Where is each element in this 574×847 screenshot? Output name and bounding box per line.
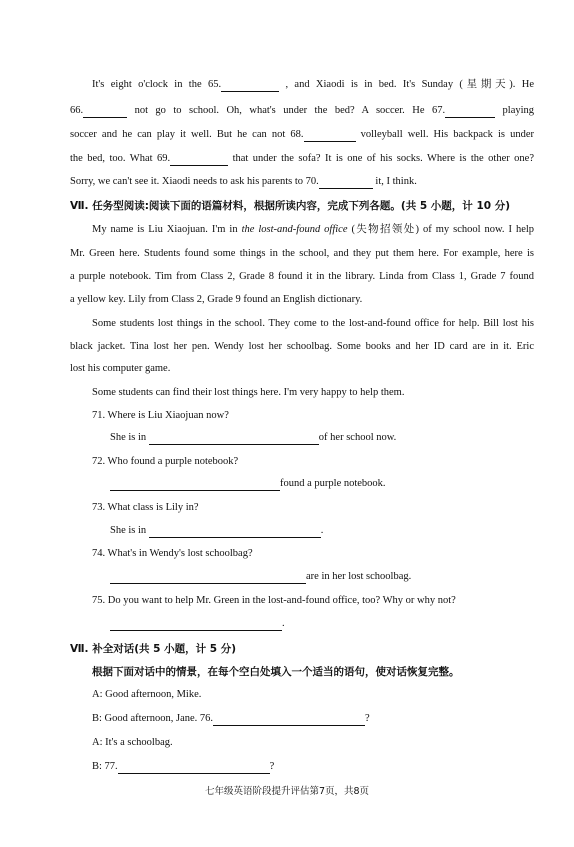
passage-p1-line-3: a purple notebook. Tim from Class 2, Grade 8 found it in the library. Linda from Class 1, Grade 7 found [70,271,534,282]
answer-73: She is in . [110,525,324,536]
blank-76[interactable]: 76. [200,713,365,724]
question-71: 71. Where is Liu Xiaojuan now? [92,410,229,421]
passage-p2-line-3: lost his computer game. [70,363,171,374]
blank-70[interactable]: 70. [306,176,373,187]
answer-72: found a purple notebook. [110,477,534,491]
answer-71-blank[interactable] [149,432,319,445]
cloze-line-3: soccer and he can play it well. But he can not 68. volleyball well. His backpack is under [70,129,535,140]
answer-71: She is in of her school now. [110,432,397,443]
question-73: 73. What class is Lily in? [92,502,199,513]
blank-77[interactable]: 77. [105,761,270,772]
passage-p1-line-1: My name is Liu Xiaojuan. I'm in the lost-and-found office (失物招领处) of my school now. I help [92,224,535,235]
answer-72-blank[interactable] [110,478,280,491]
answer-74: are in her lost schoolbag. [110,570,534,584]
passage-p3-line-1: Some students can find their lost things here. I'm very happy to help them. [92,387,405,398]
question-74: 74. What's in Wendy's lost schoolbag? [92,548,253,559]
section-6-title: Ⅶ. 任务型阅读:阅读下面的语篇材料，根据所读内容，完成下列各题。(共 5 小题，计 10 分) [70,200,511,212]
cloze-line-1: It's eight o'clock in the 65. , and Xiaodi is in bed. It's Sunday (星期天). He [92,79,534,90]
blank-69[interactable]: 69. [157,153,228,164]
passage-p2-line-2: black jacket. Tina lost her pen. Wendy lost her schoolbag. Some books and her ID card are in it. Eric [70,341,534,352]
passage-p1-line-4: a yellow key. Lily from Class 2, Grade 9 found an English dictionary. [70,294,363,305]
question-75: 75. Do you want to help Mr. Green in the lost-and-found office, too? Why or why not? [92,595,456,606]
cloze-line-4: the bed, too. What 69. that under the sofa? It is one of his socks. Where is the other one? [70,153,535,164]
section-7-instructions: 根据下面对话中的情景，在每个空白处填入一个适当的语句，使对话恢复完整。 [92,666,460,678]
question-72: 72. Who found a purple notebook? [92,456,239,467]
answer-73-blank[interactable] [149,525,321,538]
dialog-line-1: A: Good afternoon, Mike. [92,689,202,700]
answer-75: . [110,617,534,631]
passage-p2-line-1: Some students lost things in the school. They come to the lost-and-found office for help. Bill lost his [92,318,534,329]
answer-75-blank[interactable] [110,618,282,631]
blank-66[interactable]: 66. [70,105,127,116]
dialog-line-2: B: Good afternoon, Jane. 76. ? [92,713,370,724]
section-7-title: Ⅶ. 补全对话(共 5 小题，计 5 分) [70,643,237,655]
cloze-line-2: 66. not go to school. Oh, what's under the bed? A soccer. He 67. playing [70,105,535,116]
answer-74-blank[interactable] [110,571,306,584]
passage-p1-line-2: Mr. Green here. Students found some things in the school, and they put them here. For example, here is [70,248,534,259]
blank-68[interactable]: 68. [290,129,355,140]
blank-67[interactable]: 67. [432,105,495,116]
cloze-line-5: Sorry, we can't see it. Xiaodi needs to ask his parents to 70. it, I think. [70,176,417,187]
blank-65[interactable]: 65. [208,79,279,90]
page-footer: 七年级英语阶段提升评估第7页，共8页 [204,786,370,797]
dialog-line-4: B: 77. ? [92,761,275,772]
dialog-line-3: A: It's a schoolbag. [92,737,173,748]
